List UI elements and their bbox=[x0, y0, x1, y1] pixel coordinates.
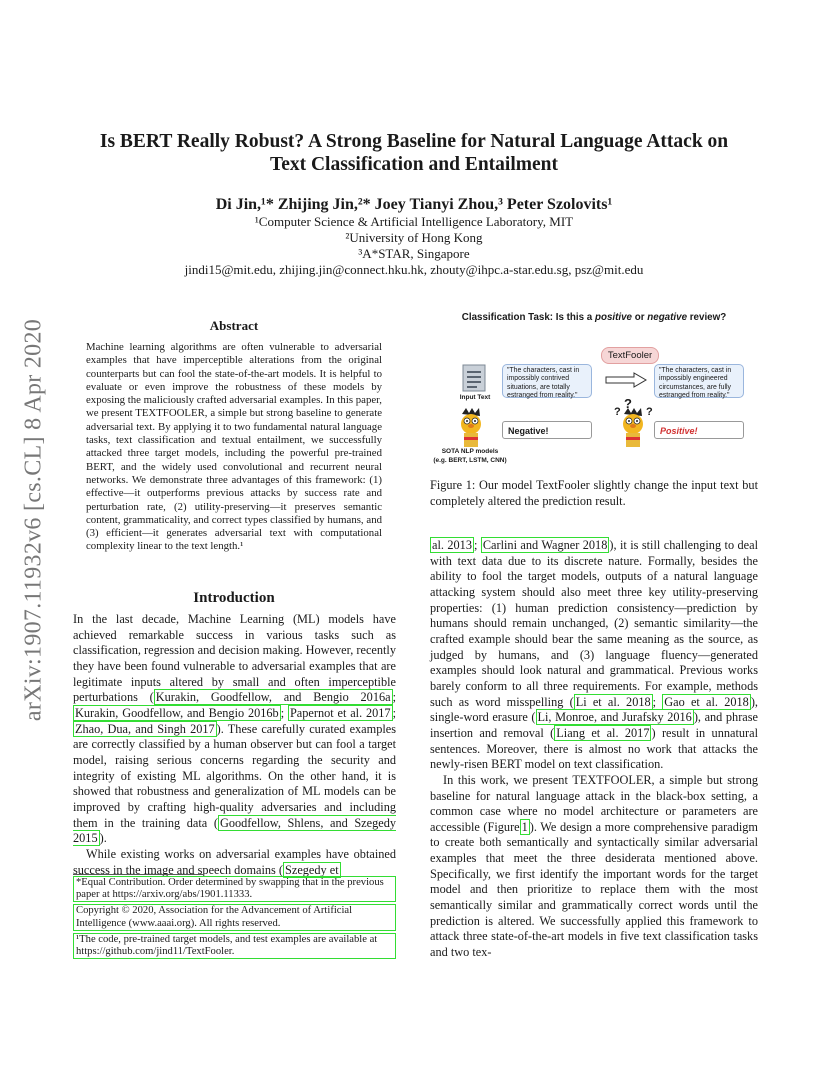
intro-text-1: In the last decade, Machine Learning (ML) models have achieved remarkable success in various tasks such as classification, regression and decision making. However, recently they have been found vulnerable to adversarial examples that are legitimate inputs altered by small and often imperceptible perturbations ( bbox=[73, 612, 396, 705]
citation-link[interactable]: Zhao, Dua, and Singh 2017 bbox=[75, 721, 215, 736]
citation-link[interactable]: Liang et al. 2017 bbox=[556, 725, 650, 740]
citation-link[interactable]: Li, Monroe, and Jurafsky 2016 bbox=[537, 710, 692, 725]
figure-title-part: or bbox=[632, 312, 648, 323]
citation-link[interactable]: Kurakin, Goodfellow, and Bengio 2016b bbox=[75, 705, 279, 720]
citation-link[interactable]: Papernot et al. 2017 bbox=[289, 705, 391, 720]
paper-title: Is BERT Really Robust? A Strong Baseline for Natural Language Attack on Text Classification and Entailment bbox=[99, 131, 729, 175]
abstract-heading: Abstract bbox=[209, 318, 259, 333]
author-emails: jindi15@mit.edu, zhijing.jin@connect.hku.hk, zhouty@ihpc.a-star.edu.sg, psz@mit.edu bbox=[184, 262, 644, 277]
input-text-label: Input Text bbox=[459, 394, 491, 401]
citation-link[interactable]: Gao et al. 2018 bbox=[664, 694, 749, 709]
intro-text-2: ). These carefully curated examples are correctly classified by a human observer but can fool a target model, raising serious concerns regarding the security and integrity of existing ML algorithms. On the other hand, it is showed that robustness and generalization of ML models can be improved by crafting high-quality adversaries and including them in the training data ( bbox=[73, 721, 397, 830]
prediction-negative: Negative! bbox=[502, 421, 592, 439]
affiliation-astar: ³A*STAR, Singapore bbox=[358, 246, 470, 261]
question-mark: ? bbox=[646, 406, 653, 418]
citation-link[interactable]: Szegedy et bbox=[285, 862, 339, 877]
footnote-equal-contribution[interactable]: *Equal Contribution. Order determined by swapping that in the previous paper at https://arxiv.org/abs/1901.11333. bbox=[73, 876, 396, 902]
abstract-body bbox=[86, 341, 382, 554]
figure-title-positive: positive bbox=[594, 312, 633, 323]
intro-text-3: ). bbox=[99, 831, 107, 846]
author-list: Di Jin,¹* Zhijing Jin,²* Joey Tianyi Zhou,³ Peter Szolovits¹ bbox=[215, 196, 613, 213]
prediction-positive: Positive! bbox=[654, 421, 744, 439]
figure-reference-link[interactable]: 1 bbox=[521, 819, 528, 834]
right-text-5: In this work, we present TEXTFOOLER, a simple but strong baseline for natural language attack in the black-box setting, a common case where no model architecture or parameters are accessible (Figure bbox=[430, 772, 758, 834]
right-text-1: ), it is still challenging to deal with text data due to its discrete nature. Formally, besides the ability to fool the target models, outputs of a natural language attacking system should also meet three key utility-preserving properties: (1) human prediction consistency—prediction by humans should remain unchanged, (2) semantic similarity—the crafted example should bear the same meaning as the source, as judged by humans, and (3) language fluency—generated examples should look natural and grammatical. Previous works barely conform to all three requirements. For example, methods such as word misspelling ( bbox=[430, 538, 759, 709]
question-mark: ? bbox=[614, 406, 621, 418]
figure-title-part: Classification Task: Is this a bbox=[461, 312, 595, 323]
original-text-box: "The characters, cast in impossibly contrived situations, are totally estranged from reality." bbox=[502, 364, 592, 398]
arxiv-id: arXiv:1907.11932v6 [cs.CL] 8 Apr 2020 bbox=[20, 318, 47, 722]
intro-text-4: While existing works on adversarial examples have obtained success in the image and speech domains ( bbox=[73, 846, 396, 877]
arxiv-stamp bbox=[12, 290, 56, 750]
citation-link[interactable]: Kurakin, Goodfellow, and Bengio 2016a bbox=[155, 690, 391, 705]
introduction-heading: Introduction bbox=[193, 590, 275, 606]
intro-body bbox=[73, 612, 396, 878]
models-sublabel: (e.g. BERT, LSTM, CNN) bbox=[433, 457, 507, 464]
models-label: SOTA NLP models bbox=[441, 448, 499, 455]
textfooler-badge: TextFooler bbox=[601, 347, 659, 364]
citation-link[interactable]: Carlini and Wagner 2018 bbox=[482, 538, 608, 552]
figure-1 bbox=[430, 312, 758, 472]
citation-link[interactable]: Li et al. 2018 bbox=[575, 694, 651, 709]
footnotes bbox=[73, 876, 396, 961]
document-icon bbox=[462, 364, 486, 392]
citation-link[interactable]: al. 2013 bbox=[432, 538, 472, 552]
right-column-body bbox=[430, 538, 758, 961]
arrow-right-icon bbox=[604, 372, 648, 388]
right-text-2: ), single-word erasure ( bbox=[430, 694, 758, 725]
affiliation-hku: ²University of Hong Kong bbox=[345, 230, 483, 245]
question-mark: ? bbox=[624, 396, 632, 411]
citation-link[interactable]: Goodfellow, Shlens, and Szegedy 2015 bbox=[73, 815, 396, 846]
right-paragraph-1: al. 2013 ; Carlini and Wagner 2018 ), it is still challenging to deal with text data due to its discrete nature. Formally, besides the ability to fool the target models, outputs of a natural language attacking system should also meet three key utility-preserving properties: (1) human prediction consistency—prediction by humans should remain unchanged, (2) semantic similarity—the crafted example should bear the same meaning as the source, as judged by humans, and (3) language fluency—generated examples should look natural and grammatical. Previous works barely conform to all three requirements. For example, methods such as word misspelling ( Li et al. 2018 ; Gao et al. 2018 ), single-word erasure ( Li, Monroe, and Jurafsky 2016 ), and phrase insertion and removal ( Liang et al. 2017 ) result in unnatural sentences. Moreover, there is almost no work that attacks the newly-risen BERT model on text classification. bbox=[430, 538, 759, 772]
right-text-6: ). We design a more comprehensive paradigm to create both semantically and syntactically similar adversarial examples that meet the three desiderata mentioned above. Specifically, we first identify the important words for the target model and then prioritize to replace them with the most semantically similar and grammatically correct words until the prediction is altered. We successfully applied this framework to attack three state-of-the-art models in five text classification tasks and two tex- bbox=[430, 819, 758, 960]
right-text-3: ), and phrase insertion and removal ( bbox=[430, 710, 758, 740]
figure-caption: Figure 1: Our model TextFooler slightly change the input text but completely altered the prediction result. bbox=[430, 478, 758, 508]
figure-title bbox=[430, 312, 758, 323]
bert-character-icon bbox=[456, 408, 486, 448]
intro-paragraph-1: In the last decade, Machine Learning (ML) models have achieved remarkable success in various tasks such as classification, regression and decision making. However, recently they have been found vulnerable to adversarial examples that are legitimate inputs altered by small and often imperceptible perturbations ( Kurakin, Goodfellow, and Bengio 2016a ; Kurakin, Goodfellow, and Bengio 2016b ; Papernot et al. 2017 ; Zhao, Dua, and Singh 2017 ). These carefully curated examples are correctly classified by a human observer but can fool a target model, raising serious concerns regarding the security and integrity of existing ML algorithms. On the other hand, it is showed that robustness and generalization of ML models can be improved by crafting high-quality adversaries and including them in the training data ( Goodfellow, Shlens, and Szegedy 2015 ). bbox=[73, 612, 397, 846]
right-paragraph-2 bbox=[430, 773, 758, 961]
figure-title-part: review? bbox=[687, 312, 727, 323]
affiliation-mit: ¹Computer Science & Artificial Intelligence Laboratory, MIT bbox=[254, 214, 574, 229]
bert-character-icon bbox=[618, 408, 648, 448]
footnote-rule bbox=[73, 874, 203, 875]
footnote-copyright[interactable]: Copyright © 2020, Association for the Advancement of Artificial Intelligence (www.aaai.org). All rights reserved. bbox=[73, 904, 396, 930]
adversarial-text-box: "The characters, cast in impossibly engineered circumstances, are fully estranged from reality." bbox=[654, 364, 744, 398]
right-text-4: ) result in unnatural sentences. Moreover, there is almost no work that attacks the newly-risen BERT model on text classification. bbox=[430, 725, 758, 772]
figure-title-negative: negative bbox=[647, 312, 688, 323]
abstract-text: Machine learning algorithms are often vulnerable to adversarial examples that have imperceptible alterations from the original counterparts but can fool the state-of-the-art models. It is helpful to evaluate or even improve the robustness of these models by exposing the maliciously crafted adversarial examples. In this paper, we present TEXTFOOLER, a simple but strong baseline to generate adversarial text. By applying it to two fundamental natural language tasks, text classification and textual entailment, we successfully attacked three target models, including the powerful pre-trained BERT, and the widely used convolutional and recurrent neural networks. We demonstrate three advantages of this framework: (1) effective—it outperforms previous attacks by success rate and perturbation rate, (2) utility-preserving—it preserves semantic content, grammaticality, and correct types classified by humans, and (3) efficient—it generates adversarial text with computational complexity linear to the text length.¹ bbox=[86, 341, 382, 553]
footnote-code[interactable]: ¹The code, pre-trained target models, and test examples are available at https://github.com/jind11/TextFooler. bbox=[73, 933, 396, 959]
